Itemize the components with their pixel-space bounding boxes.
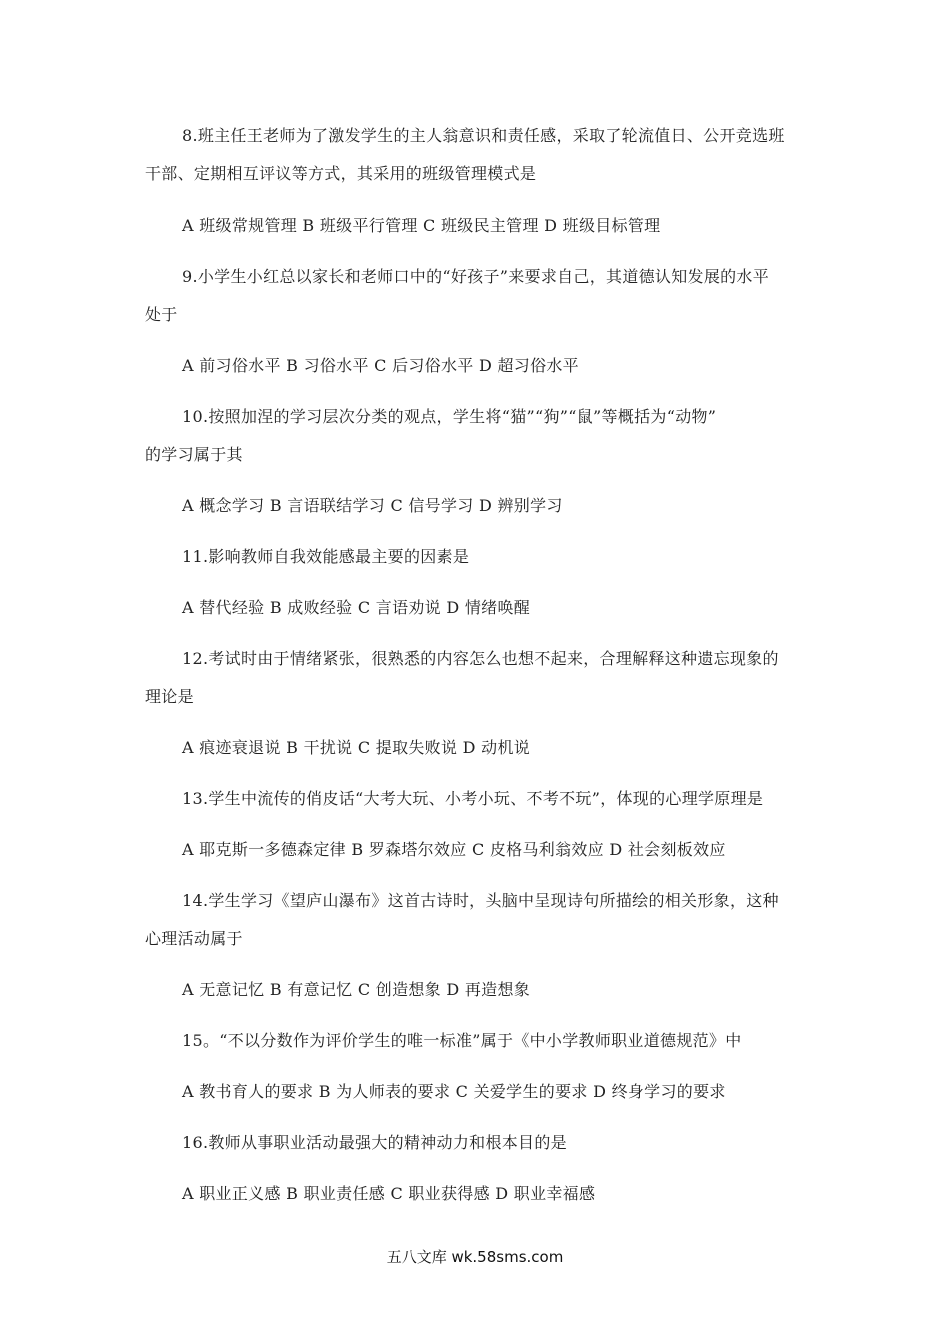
question-8-text-line1: 8.班主任王老师为了激发学生的主人翁意识和责任感，采取了轮流值日、公开竞选班 [182, 126, 785, 145]
question-9-text-line1: 9.小学生小红总以家长和老师口中的“好孩子”来要求自己，其道德认知发展的水平 [182, 267, 770, 286]
footer-watermark: 五八文库 wk.58sms.com [386, 1248, 564, 1266]
question-12-options: A 痕迹衰退说 B 干扰说 C 提取失败说 D 动机说 [182, 738, 531, 757]
question-12-text-line1: 12.考试时由于情绪紧张，很熟悉的内容怎么也想不起来，合理解释这种遗忘现象的 [182, 649, 779, 668]
question-13-text-line1: 13.学生中流传的俏皮话“大考大玩、小考小玩、不考不玩”，体现的心理学原理是 [182, 789, 764, 808]
question-13-options: A 耶克斯一多德森定律 B 罗森塔尔效应 C 皮格马利翁效应 D 社会刻板效应 [182, 840, 726, 859]
question-10-options: A 概念学习 B 言语联结学习 C 信号学习 D 辨别学习 [182, 496, 563, 515]
question-15-text-line1: 15。“不以分数作为评价学生的唯一标准”属于《中小学教师职业道德规范》中 [182, 1031, 742, 1050]
question-11-options: A 替代经验 B 成败经验 C 言语劝说 D 情绪唤醒 [182, 598, 531, 617]
question-16-text-line1: 16.教师从事职业活动最强大的精神动力和根本目的是 [182, 1133, 567, 1152]
question-8-text-line2: 干部、定期相互评议等方式，其采用的班级管理模式是 [145, 164, 537, 183]
question-9-options: A 前习俗水平 B 习俗水平 C 后习俗水平 D 超习俗水平 [182, 356, 579, 375]
question-14-text-line1: 14.学生学习《望庐山瀑布》这首古诗时，头脑中呈现诗句所描绘的相关形象，这种 [182, 891, 779, 910]
question-10-text-line2: 的学习属于其 [145, 445, 243, 464]
question-15-options: A 教书育人的要求 B 为人师表的要求 C 关爱学生的要求 D 终身学习的要求 [182, 1082, 726, 1101]
question-14-text-line2: 心理活动属于 [145, 929, 243, 948]
question-16-options: A 职业正义感 B 职业责任感 C 职业获得感 D 职业幸福感 [182, 1184, 596, 1203]
question-12-text-line2: 理论是 [145, 687, 194, 706]
question-8-options: A 班级常规管理 B 班级平行管理 C 班级民主管理 D 班级目标管理 [182, 216, 661, 235]
question-11-text-line1: 11.影响教师自我效能感最主要的因素是 [182, 547, 470, 566]
question-14-options: A 无意记忆 B 有意记忆 C 创造想象 D 再造想象 [182, 980, 531, 999]
question-10-text-line1: 10.按照加涅的学习层次分类的观点，学生将“猫”“狗”“鼠”等概括为“动物” [182, 407, 717, 426]
question-9-text-line2: 处于 [145, 305, 178, 324]
